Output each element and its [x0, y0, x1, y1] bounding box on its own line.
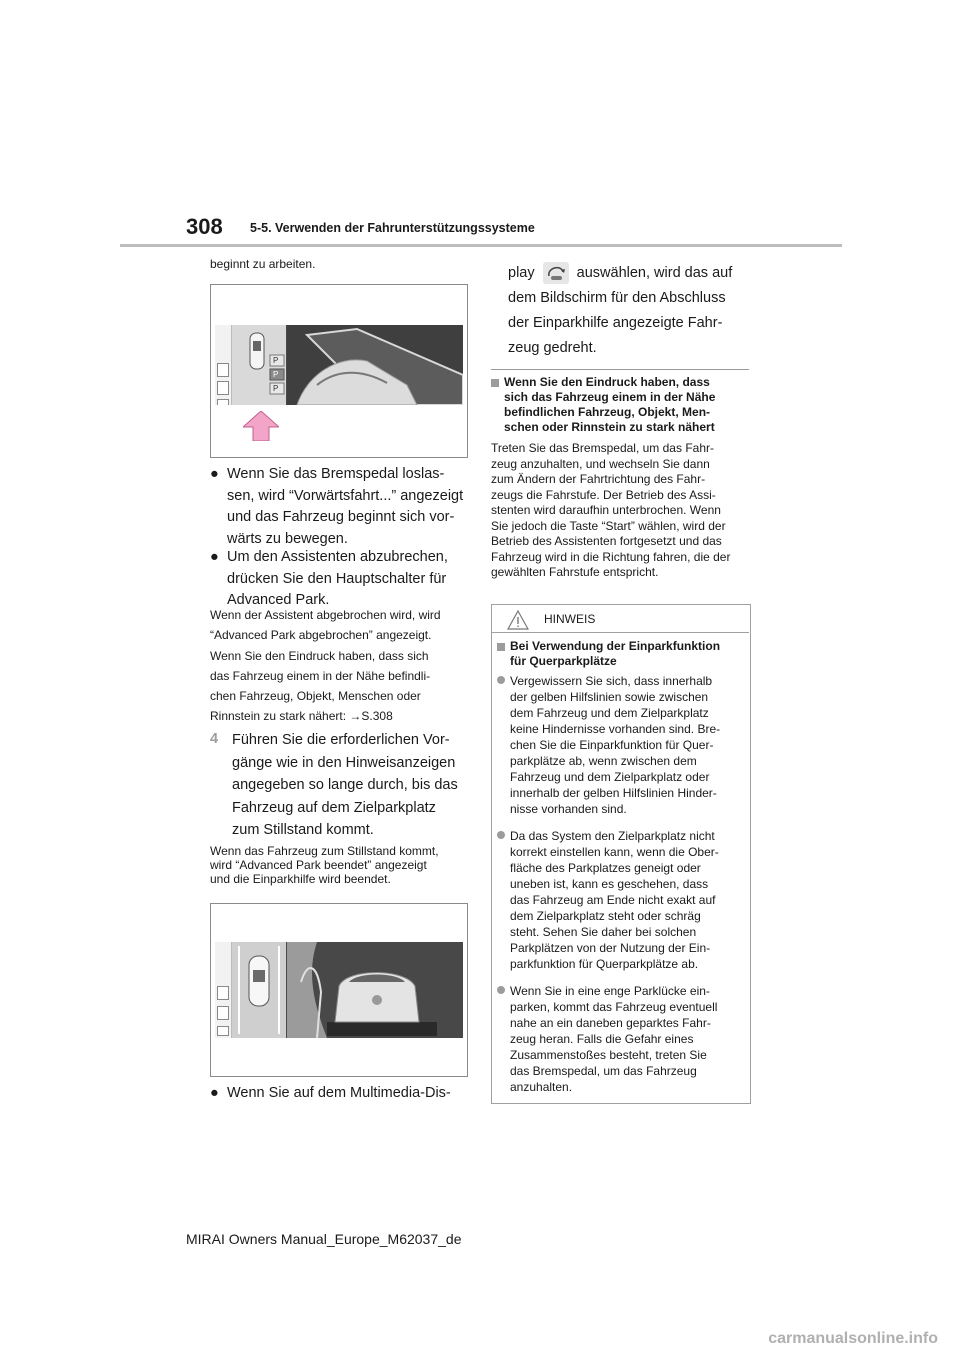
text-line: keine Hindernisse vorhanden sind. Bre-	[510, 722, 721, 736]
text-line: dem Zielparkplatz steht oder schräg	[510, 909, 701, 923]
text-line: Betrieb des Assistenten fortgesetzt und das	[491, 534, 722, 548]
page-number: 308	[186, 214, 223, 239]
text-line: anzuhalten.	[510, 1080, 573, 1094]
text-line: Parkplätzen von der Nutzung der Ein-	[510, 941, 711, 955]
intro-text: beginnt zu arbeiten.	[210, 257, 316, 271]
bullet-dot-icon	[497, 986, 505, 994]
text-line: uneben ist, kann es geschehen, dass	[510, 877, 709, 891]
text-line: nisse vorhanden sind.	[510, 802, 627, 816]
text-line: parken, kommt das Fahrzeug eventuell	[510, 1000, 718, 1014]
side-icon-bar	[215, 942, 232, 1038]
warning-icon	[507, 610, 529, 630]
bullet-cancel-assistant	[210, 547, 487, 612]
text-line: zum Stillstand kommt.	[232, 822, 374, 838]
up-arrow-icon	[243, 411, 279, 441]
text-line: innerhalb der gelben Hilfslinien Hinder-	[510, 786, 717, 800]
section-title	[491, 375, 751, 435]
text-line: das Bremspedal, um das Fahrzeug	[510, 1064, 697, 1078]
top-view-panel	[232, 942, 286, 1038]
text-line: Zusammenstoßes besteht, treten Sie	[510, 1048, 707, 1062]
hinweis-item-1	[497, 673, 745, 817]
text-line: Wenn Sie den Eindruck haben, dass sich	[210, 649, 429, 663]
bullet-dot-icon	[497, 676, 505, 684]
bullet-line: wärts zu bewegen.	[227, 530, 348, 547]
hinweis-subtitle	[497, 639, 743, 669]
text-line: chen Fahrzeug, Objekt, Menschen oder	[210, 689, 421, 703]
text-line: “Advanced Park abgebrochen” angezeigt.	[210, 628, 432, 642]
note-park-finished	[210, 844, 470, 886]
hinweis-item-3	[497, 983, 745, 1095]
text-line: Bei Verwendung der Einparkfunktion	[510, 639, 721, 653]
text-line: steht. Sehen Sie daher bei solchen	[510, 925, 697, 939]
hinweis-item-2	[497, 828, 745, 972]
text-line: Wenn das Fahrzeug zum Stillstand kommt,	[210, 844, 439, 858]
bullet-release-brake	[210, 464, 487, 550]
bullet-dot: ●	[210, 466, 219, 482]
text-line: und die Einparkhilfe wird beendet.	[210, 872, 391, 886]
top-view-panel	[232, 325, 286, 405]
hinweis-subtitle-block	[497, 639, 743, 669]
top-view-car-icon	[232, 325, 286, 405]
text-line: nahe an ein daneben geparktes Fahr-	[510, 1016, 711, 1030]
text-line: gewählten Fahrstufe entspricht.	[491, 565, 659, 579]
figure-parking-screen-2	[210, 903, 468, 1077]
text-fragment: play	[508, 265, 535, 281]
text-line: Rinnstein zu stark nähert: →S.308	[210, 709, 393, 723]
bullet-multimedia	[210, 1083, 487, 1105]
text-line: angegeben so lange durch, bis das	[232, 777, 458, 793]
rear-camera-view	[287, 325, 463, 405]
section-divider	[491, 369, 749, 370]
rotate-vehicle-icon	[543, 262, 569, 284]
section-body	[491, 441, 753, 581]
text-line: Treten Sie das Bremspedal, um das Fahr-	[491, 441, 714, 455]
text-line: zeugs die Fahrstufe. Der Betrieb des Assi-	[491, 487, 716, 502]
footer-text: MIRAI Owners Manual_Europe_M62037_de	[186, 1231, 462, 1247]
bullet-line: drücken Sie den Hauptschalter für	[227, 570, 447, 587]
rotate-arrow-icon	[543, 262, 569, 284]
text-line: zum Ändern der Fahrtrichtung des Fahr-	[491, 472, 706, 486]
note-too-close	[210, 646, 470, 726]
bullet-dot: ●	[210, 1085, 219, 1101]
text-line: der gelben Hilfslinien sowie zwischen	[510, 690, 709, 704]
bullet-line: Um den Assistenten abzubrechen,	[227, 549, 448, 565]
text-line: Wenn Sie den Eindruck haben, dass	[504, 375, 710, 389]
text-line: schen oder Rinnstein zu stark nähert	[504, 420, 715, 434]
parking-mode-icon	[217, 1006, 229, 1020]
watermark: carmanualsonline.info	[768, 1330, 938, 1347]
text-line: das Fahrzeug einem in der Nähe befindli-	[210, 669, 431, 683]
text-line: gänge wie in den Hinweisanzeigen	[232, 754, 456, 771]
text-line: Führen Sie die erforderlichen Vor-	[232, 732, 450, 748]
bullet-dot-icon	[497, 831, 505, 839]
text-line: zeug heran. Falls die Gefahr eines	[510, 1032, 694, 1046]
text-line: chen Sie die Einparkfunktion für Quer-	[510, 738, 714, 752]
text-line: Vergewissern Sie sich, dass innerhalb	[510, 674, 713, 688]
text-line: Wenn der Assistent abgebrochen wird, wird	[210, 608, 441, 622]
parking-badge-1: P	[273, 356, 279, 365]
bullet-line: Wenn Sie auf dem Multimedia-Dis-	[227, 1085, 451, 1101]
display-screen	[215, 325, 463, 405]
text-line: parkfunktion für Querparkplätze ab.	[510, 957, 699, 971]
figure-parking-screen-1	[210, 284, 468, 458]
text-line: Fahrzeug wird in die Richtung fahren, die der	[491, 549, 731, 564]
text-line: Fahrzeug auf dem Zielparkplatz	[232, 799, 436, 816]
settings-icon	[217, 399, 229, 405]
text-line: Da das System den Zielparkplatz nicht	[510, 829, 715, 843]
text-line: der Einparkhilfe angezeigte Fahr-	[508, 315, 723, 331]
front-camera-view	[287, 942, 463, 1038]
bullet-line: sen, wird “Vorwärtsfahrt...” angezeigt	[227, 487, 464, 504]
display-screen	[215, 942, 463, 1038]
continued-text	[508, 261, 758, 361]
text-line: parkplätze ab, wenn zwischen dem	[510, 754, 697, 768]
subtitle-square-icon	[497, 643, 505, 651]
text-line: dem Fahrzeug und dem Zielparkplatz	[510, 706, 709, 720]
chapter-title: 5-5. Verwenden der Fahrunterstützungssysteme	[250, 221, 535, 235]
parking-assist-icon	[217, 363, 229, 377]
text-line: sich das Fahrzeug einem in der Nähe	[504, 390, 716, 404]
bullet-line: und das Fahrzeug beginnt sich vor-	[227, 509, 455, 525]
text-line: das Fahrzeug am Ende nicht exakt auf	[510, 893, 716, 907]
text-line: zeug gedreht.	[508, 340, 597, 356]
top-view-car-icon	[232, 942, 286, 1038]
text-line: befindlichen Fahrzeug, Objekt, Men-	[504, 405, 711, 419]
text-fragment: auswählen, wird das auf	[576, 265, 733, 281]
hinweis-title: HINWEIS	[544, 612, 596, 626]
side-icon-bar	[215, 325, 232, 405]
text-line: zeug anzuhalten, und wechseln Sie dann	[491, 456, 710, 471]
parking-badge-3: P	[273, 384, 279, 393]
parking-assist-icon	[217, 986, 229, 1000]
parking-mode-icon	[217, 381, 229, 395]
step-number: 4	[210, 731, 219, 747]
header-rule	[120, 244, 842, 247]
bullet-dot: ●	[210, 549, 219, 565]
section-title-block	[491, 375, 751, 435]
text-line: wird “Advanced Park beendet” angezeigt	[210, 858, 427, 872]
bullet-line: Advanced Park.	[227, 592, 330, 608]
text-line: Sie jedoch die Taste “Start” wählen, wird der	[491, 518, 726, 533]
note-cancel-message	[210, 605, 470, 645]
text-line: Fahrzeug und dem Zielparkplatz oder	[510, 770, 710, 784]
text-line: Wenn Sie in eine enge Parklücke ein-	[510, 984, 710, 998]
section-square-icon	[491, 379, 499, 387]
text-line: korrekt einstellen kann, wenn die Ober-	[510, 845, 719, 859]
parking-badge-2: P	[273, 370, 279, 379]
text-line: dem Bildschirm für den Abschluss	[508, 290, 726, 306]
hinweis-separator	[491, 632, 749, 633]
text-line-with-icon	[508, 261, 758, 286]
settings-icon	[217, 1026, 229, 1036]
text-line: fläche des Parkplatzes geneigt oder	[510, 861, 701, 875]
text-line: stenten wird daraufhin unterbrochen. Wenn	[491, 503, 721, 517]
text-line: für Querparkplätze	[510, 654, 617, 668]
step-4-text	[232, 729, 472, 842]
bullet-line: Wenn Sie das Bremspedal loslas-	[227, 466, 445, 482]
